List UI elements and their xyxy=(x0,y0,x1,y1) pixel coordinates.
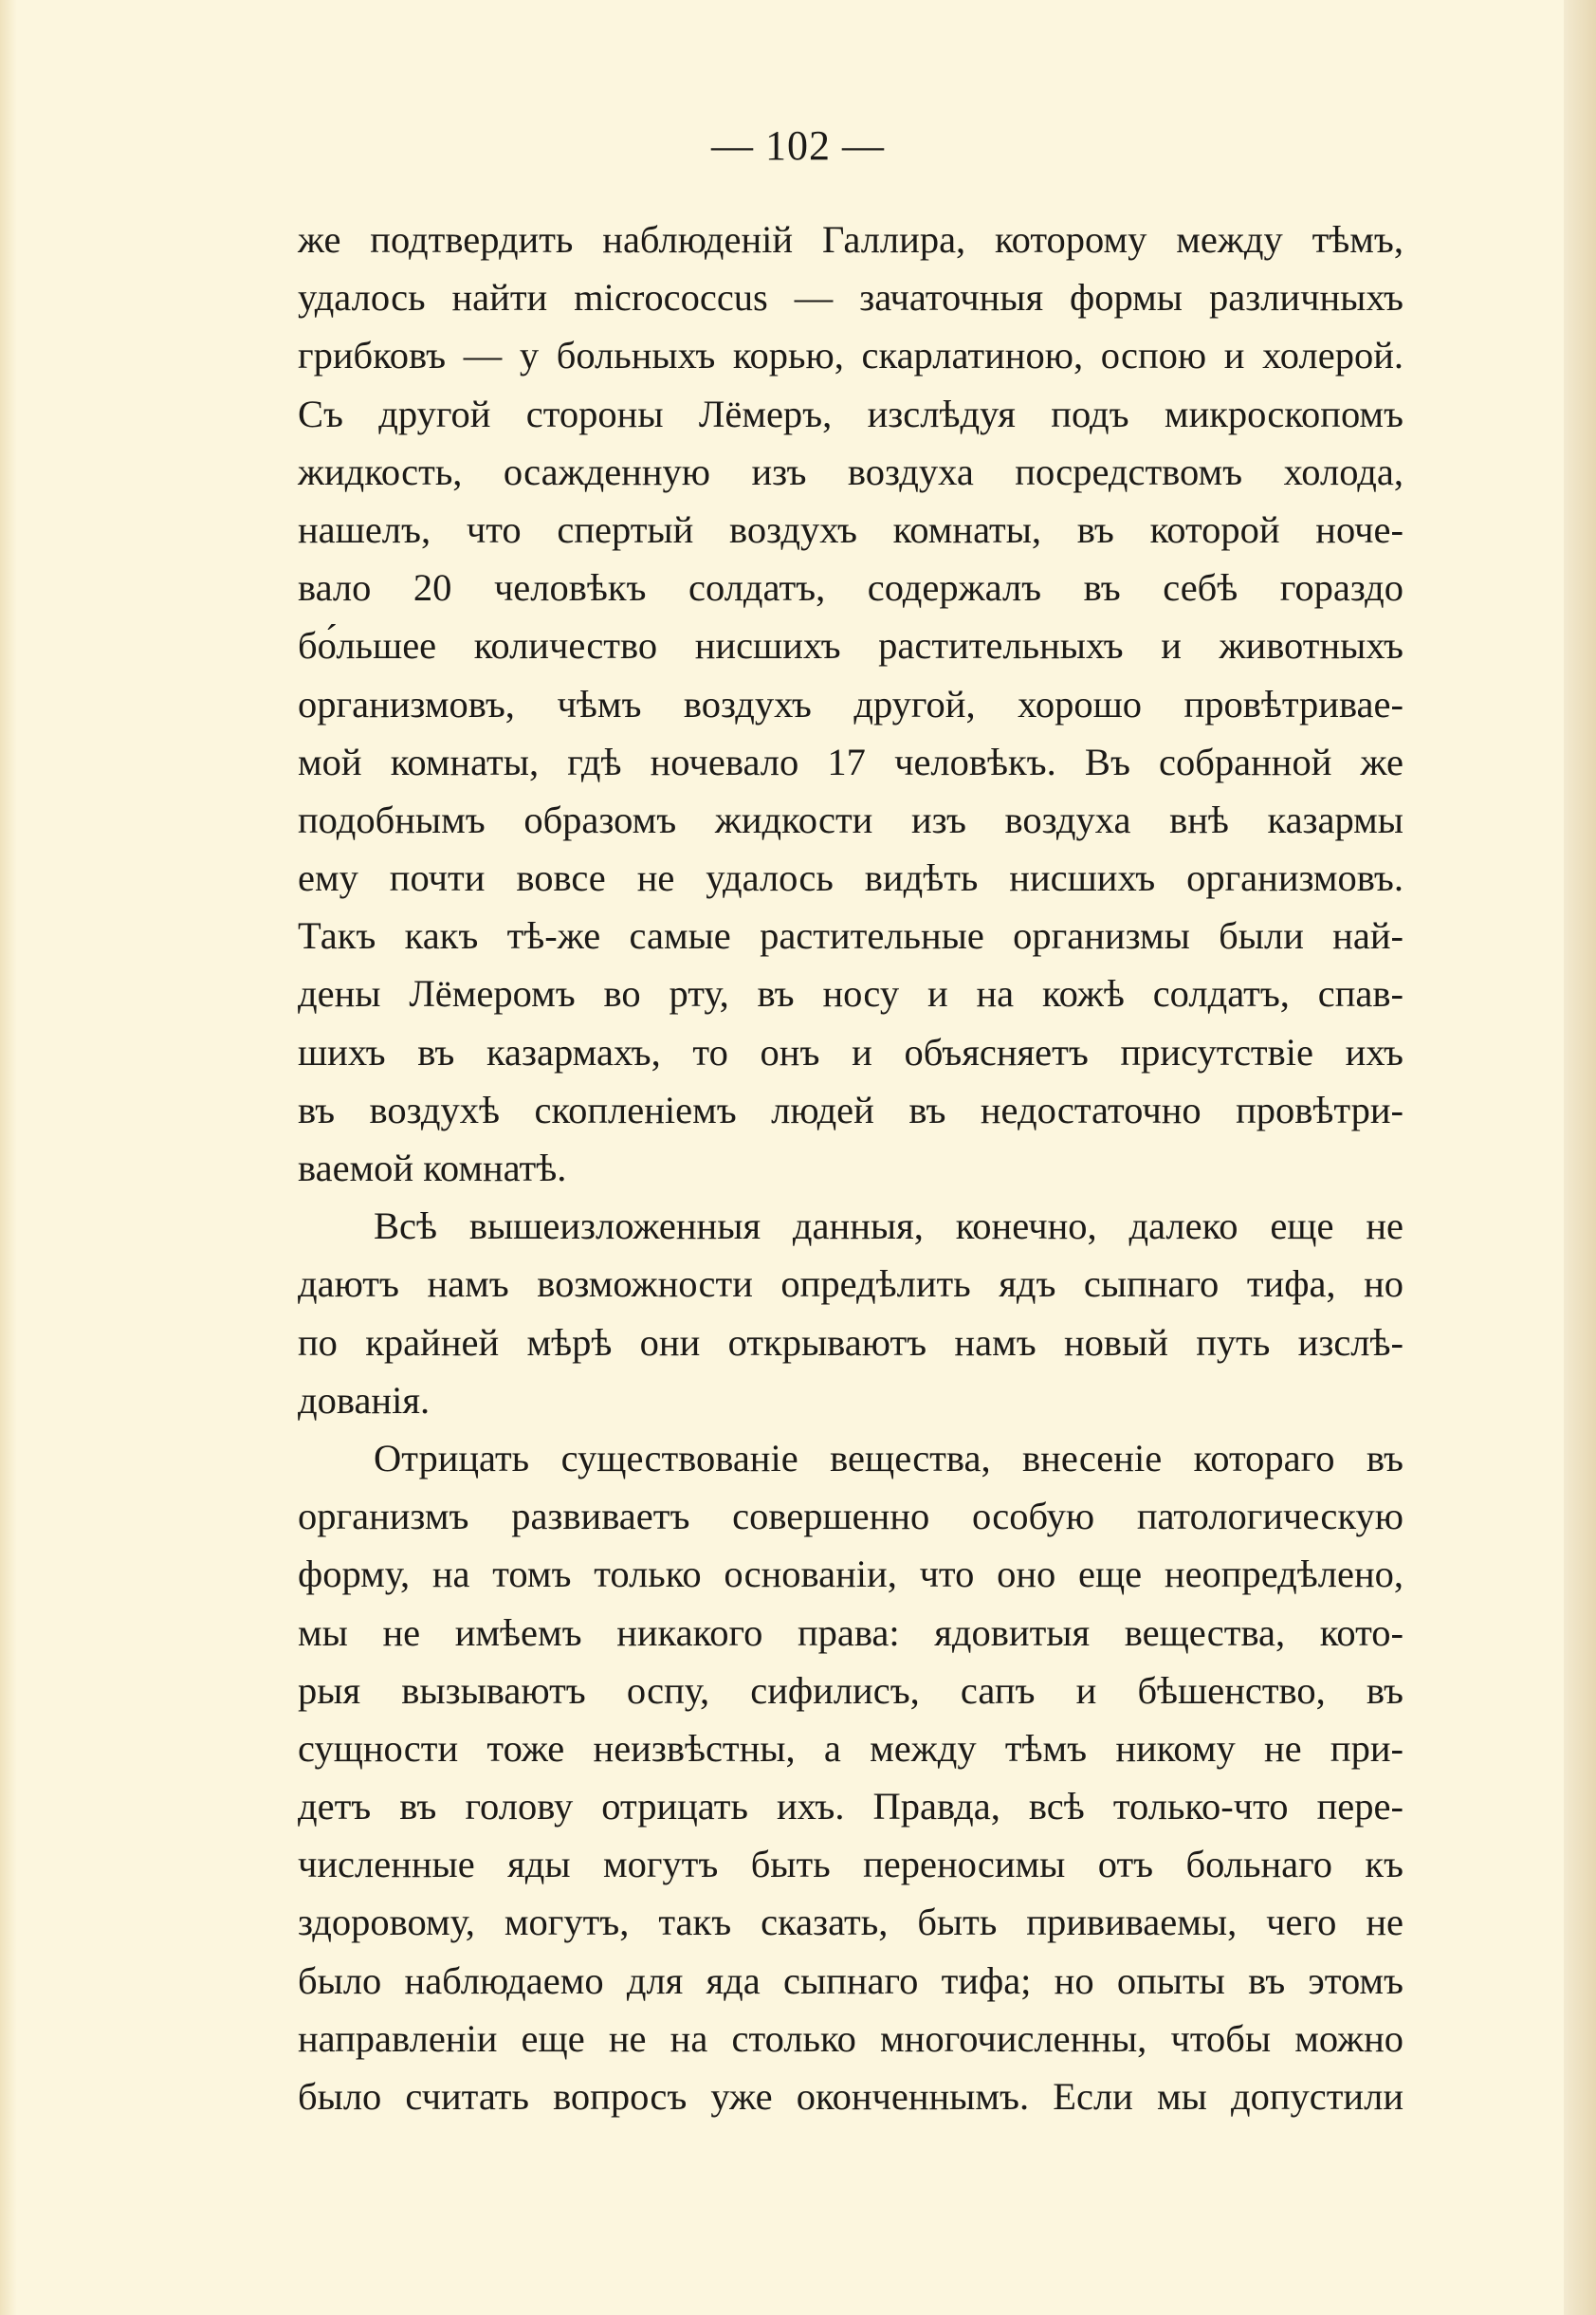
text-line: было наблюдаемо для яда сыпнаго тифа; но опыты въ этомъ xyxy=(298,1958,1403,2002)
text-line: вало 20 человѣкъ солдатъ, содержалъ въ себѣ гораздо xyxy=(298,566,1403,610)
text-line: подобнымъ образомъ жидкости изъ воздуха внѣ казармы xyxy=(298,798,1403,841)
text-line: Отрицать существованіе вещества, внесеніе котораго въ xyxy=(374,1436,1403,1479)
text-line: даютъ намъ возможности опредѣлить ядъ сыпнаго тифа, но xyxy=(298,1262,1403,1306)
text-line: здоровому, могутъ, такъ сказать, быть прививаемы, чего не xyxy=(298,1901,1403,1944)
text-line: организмъ развиваетъ совершенно особую патологическую xyxy=(298,1495,1403,1538)
text-line: по крайней мѣрѣ они открываютъ намъ новый путь изслѣ- xyxy=(298,1320,1403,1364)
text-line: ваемой комнатѣ. xyxy=(298,1147,567,1189)
text-line: же подтвердить наблюденій Галлира, которому между тѣмъ, xyxy=(298,218,1403,261)
text-line: жидкость, осажденную изъ воздуха посредствомъ холода, xyxy=(298,450,1403,493)
text-line: Всѣ вышеизложенныя данныя, конечно, далеко еще не xyxy=(374,1204,1403,1248)
text-line: Такъ какъ тѣ-же самые растительные организмы были най- xyxy=(298,914,1403,958)
text-line: мой комнаты, гдѣ ночевало 17 человѣкъ. Въ собранной же xyxy=(298,740,1403,783)
text-line: форму, на томъ только основаніи, что оно еще неопредѣлено, xyxy=(298,1553,1403,1596)
text-line: бо́льшее количество нисшихъ растительныхъ и животныхъ xyxy=(298,624,1403,668)
text-line: удалось найти micrococcus — зачаточныя формы различныхъ xyxy=(298,276,1403,320)
text-line: численные яды могутъ быть переносимы отъ больнаго къ xyxy=(298,1843,1403,1886)
text-line: дованія. xyxy=(298,1378,431,1422)
body-text xyxy=(298,211,1403,2125)
text-line: въ воздухѣ скопленіемъ людей въ недостаточно провѣтри- xyxy=(298,1088,1403,1131)
text-line: сущности тоже неизвѣстны, а между тѣмъ никому не при- xyxy=(298,1726,1403,1770)
page-number: — 102 — xyxy=(711,122,885,169)
text-line: направленіи еще не на столько многочисленны, чтобы можно xyxy=(298,2016,1403,2060)
text-line: шихъ въ казармахъ, то онъ и объясняетъ присутствіе ихъ xyxy=(298,1030,1403,1074)
page-edge-left xyxy=(0,0,17,2315)
text-line: рыя вызываютъ оспу, сифилисъ, сапъ и бѣшенство, въ xyxy=(298,1668,1403,1712)
text-line: нашелъ, что спертый воздухъ комнаты, въ которой ноче- xyxy=(298,507,1403,551)
text-line: грибковъ — у больныхъ корью, скарлатиною, оспою и холерой. xyxy=(298,334,1403,377)
text-line: дены Лёмеромъ во рту, въ носу и на кожѣ солдатъ, спав- xyxy=(298,972,1403,1016)
text-line: ему почти вовсе не удалось видѣть нисшихъ организмовъ. xyxy=(298,856,1403,900)
text-line: было считать вопросъ уже оконченнымъ. Если мы допустили xyxy=(298,2075,1403,2118)
text-line: Съ другой стороны Лёмеръ, изслѣдуя подъ микроскопомъ xyxy=(298,392,1403,435)
text-line: детъ въ голову отрицать ихъ. Правда, всѣ только-что пере- xyxy=(298,1785,1403,1828)
text-line: организмовъ, чѣмъ воздухъ другой, хорошо провѣтривае- xyxy=(298,682,1403,726)
text-line: мы не имѣемъ никакого права: ядовитыя вещества, кото- xyxy=(298,1610,1403,1654)
page-edge-right xyxy=(1564,0,1596,2315)
